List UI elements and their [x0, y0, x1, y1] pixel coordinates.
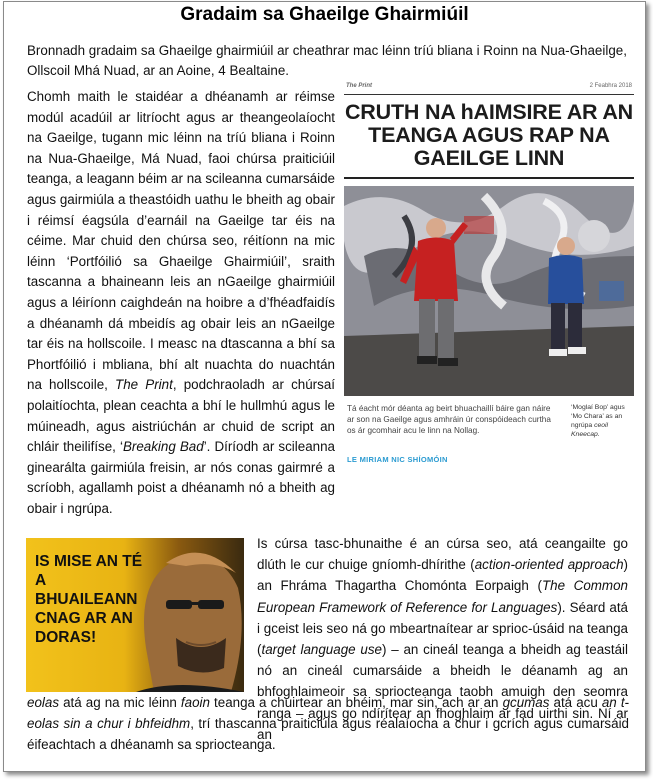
side-caption-text: ‘Moglaí Bop’ agus ‘Mo Chara’ as an ngrúpa [571, 404, 625, 429]
body2-text-b: ) an Fhráma Thagartha Chomónta Eorpaigh ( [257, 557, 628, 594]
body2-text-c: ). Séard atá i gceist leis seo ná go mbeartnaítear ar sprioc-úsáid na teanga ( [257, 599, 629, 658]
body3-text-b: teanga a chuirtear an bhéim, mar sin, ach ar an [209, 695, 503, 710]
newspaper-clipping [344, 81, 634, 491]
meme-image [26, 538, 244, 692]
document-page [3, 1, 646, 772]
clipping-photo [344, 186, 634, 396]
body1-text-c: ’. Díríodh ar scileanna ginearálta gairmiúla freisin, ar nós conas gairmré a scríobh, agallamh poist a dhéanamh nó a bheith ag obair i ngrúpa. [27, 439, 335, 516]
clipping-rule [344, 94, 634, 95]
clipping-headline: CRUTH NA hAIMSIRE AR AN TEANGA AGUS RAP NA GAEILGE LINN [344, 100, 634, 170]
clipping-source: The Print [346, 83, 373, 89]
body-paragraph-3 [27, 692, 629, 756]
graffiti-photo-illustration [344, 186, 634, 396]
body1-italic-breaking-bad: Breaking Bad [122, 439, 204, 455]
clipping-side-caption [571, 403, 631, 439]
body1-text-b: , podchraoladh ar chúrsaí polaitíochta, plean ceachta a bhí le hullmhú agus le múineadh, agus aistriúchán ar chuid de script an chláir theilifíse, ‘ [27, 377, 336, 455]
body3-text-a: atá ag na mic léinn [59, 695, 181, 710]
side-caption-italic: ceoil Kneecap. [571, 422, 609, 438]
body2-text-d: ) – an cineál teanga a bheidh ag teastáil nó an cineál cumarsáide a bheidh le déanamh ag an bhfoghlaimeoir sa spriocteanga taobh amuigh den seomra ranga – agus go ndírítear an fhoghlaim ar fad uirthi sin. Ní ar an [257, 642, 628, 742]
body3-italic-a: eolas [27, 695, 60, 710]
body2-text-a: Is cúrsa tasc-bhunaithe é an cúrsa seo, atá ceangailte go dlúth le cur chuige gníomh-dhírithe ( [257, 536, 628, 573]
body3-italic-c: gcumas [502, 695, 550, 710]
body2-italic-c: target language use [261, 642, 382, 658]
body2-italic-b: The Common European Framework of Reference for Languages [257, 578, 628, 615]
intro-paragraph: Bronnadh gradaim sa Ghaeilge ghairmiúil ar cheathrar mac léinn tríú bliana i Roinn na Nua-Ghaeilge, Ollscoil Mhá Nuad, ar an Aoine, 4 Bealtaine. [27, 43, 627, 78]
meme-caption: IS MISE AN TÉ A BHUAILEANN CNAG AR AN DORAS! [35, 553, 143, 646]
body3-italic-b: faoin [180, 695, 210, 710]
clipping-byline: LE MIRIAM NIC SHÍOMÓIN [347, 455, 448, 464]
body3-text-d: , trí thascanna praiticiúla agus réalaíocha a chur i gcrích agus cumarsáid éifeachtach a dhéanamh sa spriocteanga. [27, 716, 629, 753]
page-title: Gradaim sa Ghaeilge Ghairmiúil [180, 4, 469, 25]
body1-text-a: Chomh maith le staidéar a dhéanamh ar réimse modúl acadúil ar litríocht agus ar theangeolaíocht na Gaeilge, tugann mic léinn na tríú bliana i Roinn na Nua-Ghaeilge, Má Nuad, faoi chúrsa praiticiúil teanga, a leagann béim ar na scileanna cumarsáide agus gairmiúla a theastóidh uathu le bheith ag obair i réimsí éagsúla d’earnáil na Gaeilge tar éis na céime. Mar chuid den chúrsa seo, réitíonn na mic léinn ‘Portfóilió sa Ghaeilge Ghairmiúil’, sraith tascanna a bhaineann leis an nGaeilge ghairmiúil agus a léiríonn caighdeán na hoibre a d’fhéadfaidís a dhéanamh dá mbeidís ag obair leis an nGaeilge tar éis na hollscoile. I measc na dtascanna a bhí sa Phortfóilió i mbliana, bhí alt nuachta do nuachtán na hollscoile, [27, 89, 335, 393]
clipping-date: 2 Feabhra 2018 [589, 83, 632, 89]
clipping-caption: Tá éacht mór déanta ag beirt bhuachaillí báire gan náire ar son na Gaeilge agus amhráin úr conspóideach curtha os ár gcomhair acu le linn na Nollag. [347, 404, 551, 435]
clipping-rule-2 [344, 177, 634, 179]
body3-italic-d: an t-eolas sin a chur i bhfeidhm [27, 695, 629, 732]
body3-text-c: atá acu [549, 695, 602, 710]
body-paragraph-1 [27, 87, 335, 519]
body1-italic-the-print: The Print [115, 377, 173, 393]
body2-italic-a: action-oriented approach [474, 557, 624, 573]
